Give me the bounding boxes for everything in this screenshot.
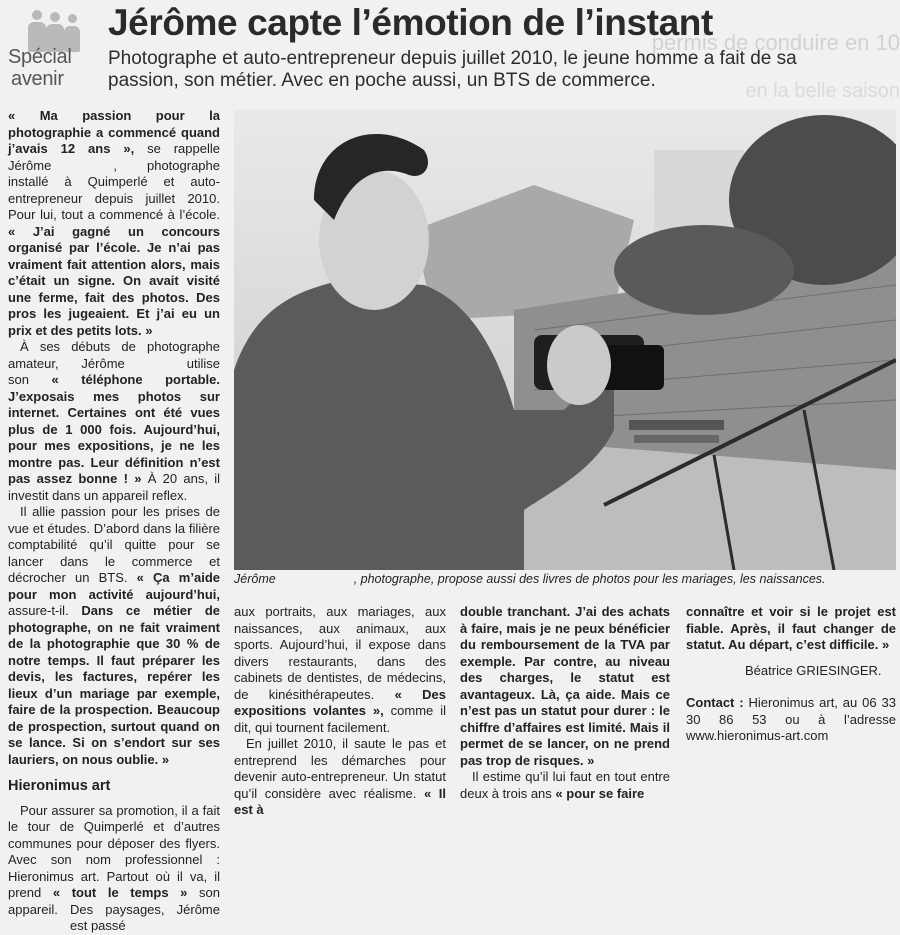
article-column-2 <box>234 604 446 819</box>
bleed-through-text-2: en la belle saison <box>745 80 900 102</box>
text: Il estime qu’il lui faut en tout entre deux à trois ans <box>460 769 670 801</box>
article-column-4 <box>686 604 896 654</box>
article-photo <box>234 110 896 570</box>
section-heading: Hieronimus art <box>8 778 111 794</box>
text: Il allie passion pour les prises de vue et études. D’abord dans la filière comptabilité qu’il quitte pour se lancer dans le commerce et décrocher un BTS. <box>8 504 220 585</box>
quote: « Des expositions volantes », <box>234 686 446 718</box>
article-column-3 <box>460 604 670 802</box>
text: se rappelle Jérôme <box>8 141 220 173</box>
text: aux portraits, aux mariages, aux naissances, aux animaux, aux sports. Aujourd’hui, il expose dans divers restaurants, dans des cabinets de dentistes, de médecins, de kinésithérapeutes. <box>234 604 446 702</box>
quote: « pour se faire <box>555 785 645 801</box>
quote: connaître et voir si le projet est fiable. Après, il faut changer de statut. Au départ, c’est difficile. » <box>686 604 896 652</box>
text: utilise son <box>8 355 220 387</box>
contact-text: Hieronimus art, au 06 33 30 86 53 ou à l’adresse www.hieronimus-art.com <box>686 695 896 743</box>
photo-caption <box>234 572 896 586</box>
caption-text: , photographe, propose aussi des livres de photos pour les mariages, les naissances. <box>353 572 826 586</box>
quote: « Il est à <box>234 785 446 817</box>
section-logo <box>8 8 94 88</box>
section-label-line2: avenir <box>11 68 64 90</box>
text: En juillet 2010, il saute le pas et entreprend les démarches pour devenir auto-entrepreneur. Un statut qu’il considère avec réalisme. <box>234 736 446 801</box>
text: À 20 ans, il investit dans un appareil reflex. <box>8 471 220 503</box>
quote: Dans ce métier de photographe, on ne fait vraiment de la photographie que 30 % de notre temps. Il faut préparer les devis, les factures, repérer les lieux d’un mariage par exemple, faire de la prospection. Beaucoup de prospection, surtout quand on se lance. Si on s’endort sur ses lauriers, on nous oublie. » <box>8 603 220 767</box>
quote: « Ma passion pour la photographie a commencé quand j’avais 12 ans », <box>8 108 220 156</box>
text: son appareil. Des paysages, Jérôme <box>8 885 220 917</box>
contact-label: Contact : <box>686 695 744 710</box>
photographer-portrait-image <box>234 110 896 570</box>
quote: « téléphone portable. J’exposais mes photos sur internet. Certaines ont été vues plus de 1 000 fois. Aujourd’hui, pour mes expositions, je ne les montre pas. Leur définition n’est pas assez bonne ! » <box>8 372 220 486</box>
quote: « J’ai gagné un concours organisé par l’école. Je n’ai pas vraiment fait attention alors, mais c’était un signe. On avait visité une ferme, fait des photos. Des pros les jugeaient. Et j’ai eu un prix et des petits lots. » <box>8 223 220 338</box>
text: À ses débuts de photographe amateur, Jérôme <box>8 339 220 371</box>
text: assure-t-il. <box>8 603 69 618</box>
article-title: Jérôme capte l’émotion de l’instant <box>108 2 713 43</box>
article-subtitle: Photographe et auto-entrepreneur depuis juillet 2010, le jeune homme a fait de sa passion, son métier. Avec en poche aussi, un BTS de commerce. <box>108 48 797 91</box>
article-column-1 <box>8 108 220 935</box>
quote: « Ça m’aide pour mon activité aujourd’hui, <box>8 570 220 602</box>
caption-name: Jérôme <box>234 572 276 586</box>
text: est passé <box>70 918 126 933</box>
bleed-through-text: permis de conduire en 10 <box>651 30 900 55</box>
text: comme il dit, qui tournent facilement. <box>234 703 446 735</box>
quote: double tranchant. J’ai des achats à faire, mais je ne peux bénéficier du remboursement de la TVA par exemple. Par contre, au niveau des charges, le statut est avantageux. Là, ça aide. Mais ce n’est pas un statut pour durer : le chiffre d’affaires est limité. Mais il permet de se lancer, on ne prend pas trop de risques. » <box>460 604 670 768</box>
quote: « tout le temps » <box>52 885 188 900</box>
text: , photographe installé à Quimperlé et auto-entrepreneur depuis juillet 2010. Pour lui, tout a commencé à l’école. <box>8 157 220 222</box>
text: Pour assurer sa promotion, il a fait le tour de Quimperlé et d’autres communes pour déposer des flyers. Avec son nom professionnel : Hieronimus art. Partout où il va, il prend <box>8 802 220 900</box>
section-label-line1: Spécial <box>8 46 72 68</box>
contact-block <box>686 695 896 745</box>
author-signature: Béatrice GRIESINGER. <box>745 663 882 678</box>
